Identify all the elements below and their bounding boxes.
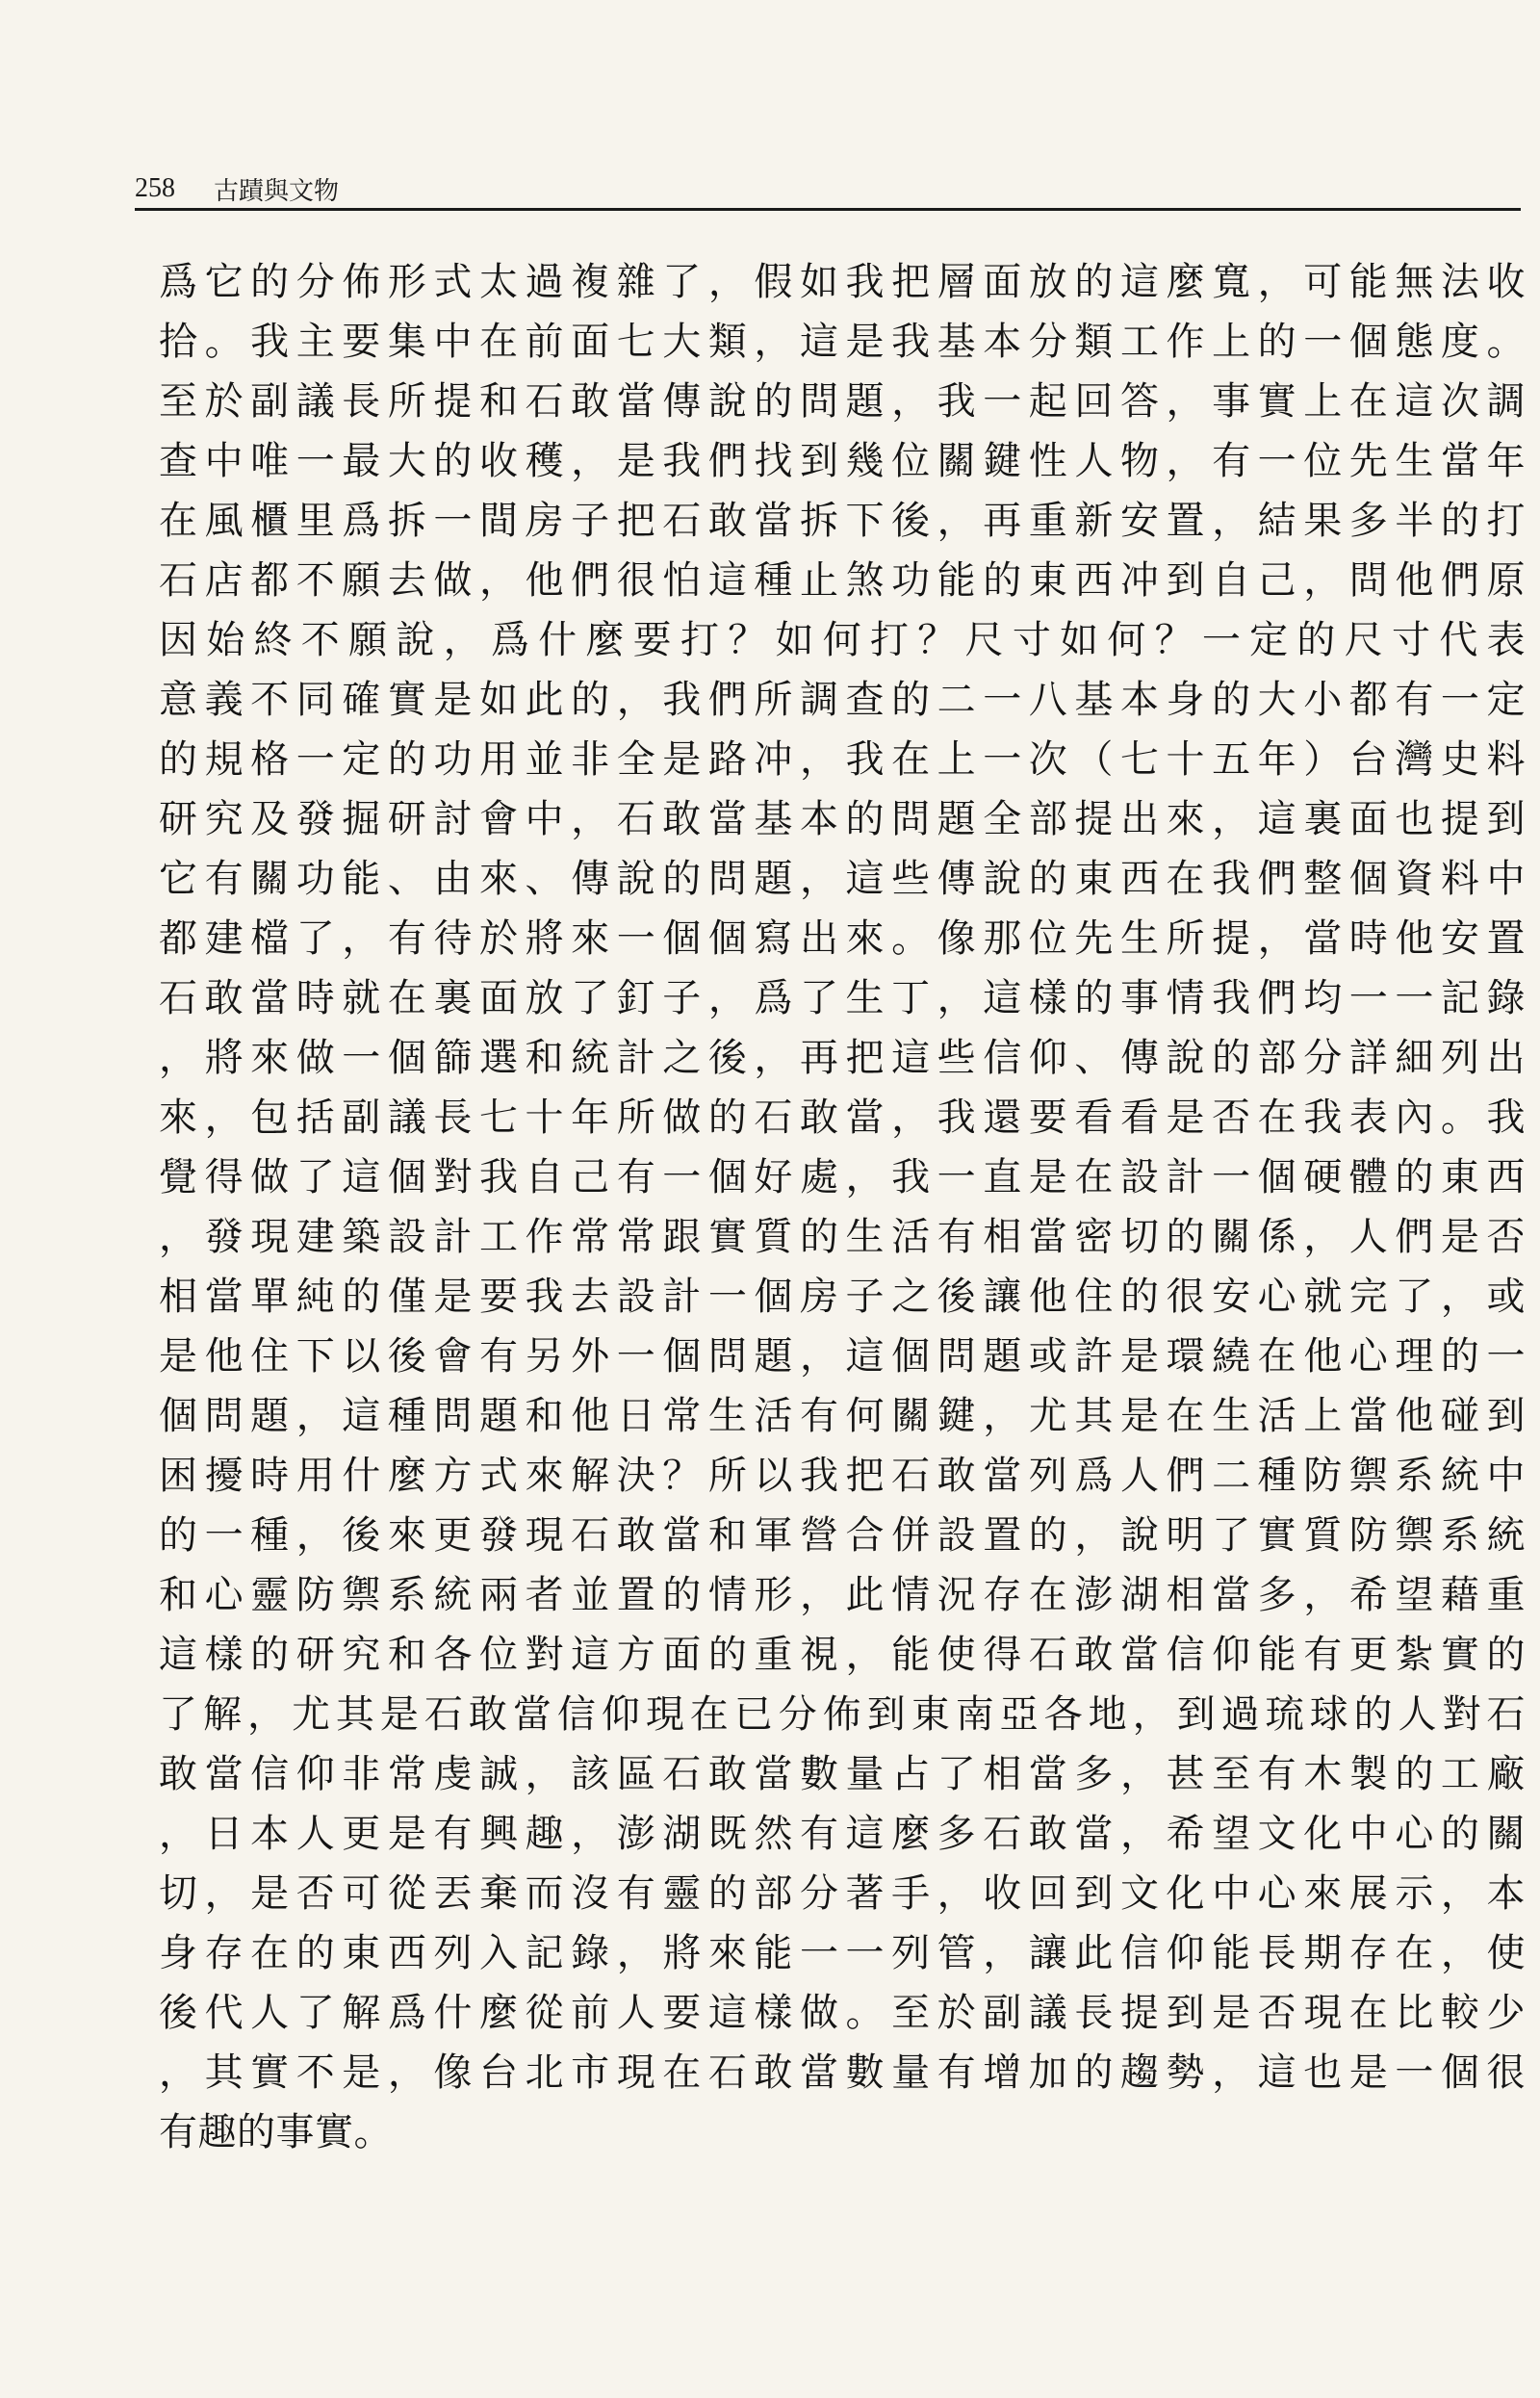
text-line: 在風櫃里爲拆一間房子把石敢當拆下後，再重新安置，結果多半的打: [159, 499, 1526, 543]
text-line: 困擾時用什麼方式來解決？所以我把石敢當列爲人們二種防禦系統中: [159, 1454, 1526, 1498]
page-header: [135, 173, 1521, 212]
text-line: 這樣的研究和各位對這方面的重視，能使得石敢當信仰能有更紮實的: [159, 1633, 1526, 1677]
page-number: 258: [135, 173, 175, 203]
text-line: 覺得做了這個對我自己有一個好處，我一直是在設計一個硬體的東西: [159, 1155, 1526, 1199]
text-line: 相當單純的僅是要我去設計一個房子之後讓他住的很安心就完了，或: [159, 1275, 1526, 1319]
text-line: 它有關功能、由來、傳說的問題，這些傳說的東西在我們整個資料中: [159, 857, 1526, 901]
text-line: 身存在的東西列入記錄，將來能一一列管，讓此信仰能長期存在，使: [159, 1931, 1526, 1975]
text-line: 意義不同確實是如此的，我們所調查的二一八基本身的大小都有一定: [159, 678, 1526, 722]
text-line: 了解，尤其是石敢當信仰現在已分佈到東南亞各地，到過琉球的人對石: [159, 1692, 1526, 1737]
text-line: ，將來做一個篩選和統計之後，再把這些信仰、傳說的部分詳細列出: [159, 1036, 1526, 1080]
text-line: 拾。我主要集中在前面七大類，這是我基本分類工作上的一個態度。: [159, 320, 1526, 364]
text-line: 石敢當時就在裏面放了釘子，爲了生丁，這樣的事情我們均一一記錄: [159, 976, 1526, 1020]
text-line: 的一種，後來更發現石敢當和軍營合併設置的，說明了實質防禦系統: [159, 1513, 1526, 1558]
text-line: 敢當信仰非常虔誠，該區石敢當數量占了相當多，甚至有木製的工廠: [159, 1752, 1526, 1796]
text-line: 都建檔了，有待於將來一個個寫出來。像那位先生所提，當時他安置: [159, 916, 1526, 961]
text-line: 切，是否可從丟棄而沒有靈的部分著手，收回到文化中心來展示，本: [159, 1871, 1526, 1916]
text-line: 石店都不願去做，他們很怕這種止煞功能的東西冲到自己，問他們原: [159, 558, 1526, 603]
text-line: ，發現建築設計工作常常跟實質的生活有相當密切的關係，人們是否: [159, 1215, 1526, 1259]
text-line: 是他住下以後會有另外一個問題，這個問題或許是環繞在他心理的一: [159, 1334, 1526, 1379]
text-line: 研究及發掘研討會中，石敢當基本的問題全部提出來，這裏面也提到: [159, 797, 1526, 841]
running-title: 古蹟與文物: [214, 177, 340, 206]
text-line: 個問題，這種問題和他日常生活有何關鍵，尤其是在生活上當他碰到: [159, 1394, 1526, 1438]
header-rule: [135, 208, 1521, 211]
text-line: 來，包括副議長七十年所做的石敢當，我還要看看是否在我表內。我: [159, 1096, 1526, 1140]
text-line: 至於副議長所提和石敢當傳說的問題，我一起回答，事實上在這次調: [159, 379, 1526, 424]
text-line: ，日本人更是有興趣，澎湖既然有這麼多石敢當，希望文化中心的關: [159, 1812, 1526, 1856]
text-line: 和心靈防禦系統兩者並置的情形，此情況存在澎湖相當多，希望藉重: [159, 1573, 1526, 1617]
text-line: 後代人了解爲什麼從前人要這樣做。至於副議長提到是否現在比較少: [159, 1991, 1526, 2035]
text-line: 的規格一定的功用並非全是路冲，我在上一次（七十五年）台灣史料: [159, 737, 1526, 782]
text-line: 查中唯一最大的收穫，是我們找到幾位關鍵性人物，有一位先生當年: [159, 439, 1526, 483]
text-line-last: 有趣的事實。: [159, 2110, 393, 2154]
text-line: ，其實不是，像台北市現在石敢當數量有增加的趨勢，這也是一個很: [159, 2050, 1526, 2095]
text-line: 因始終不願說，爲什麼要打？如何打？尺寸如何？一定的尺寸代表: [159, 618, 1526, 662]
body-text: [159, 252, 1526, 2162]
text-line: 爲它的分佈形式太過複雜了，假如我把層面放的這麼寬，可能無法收: [159, 260, 1526, 304]
